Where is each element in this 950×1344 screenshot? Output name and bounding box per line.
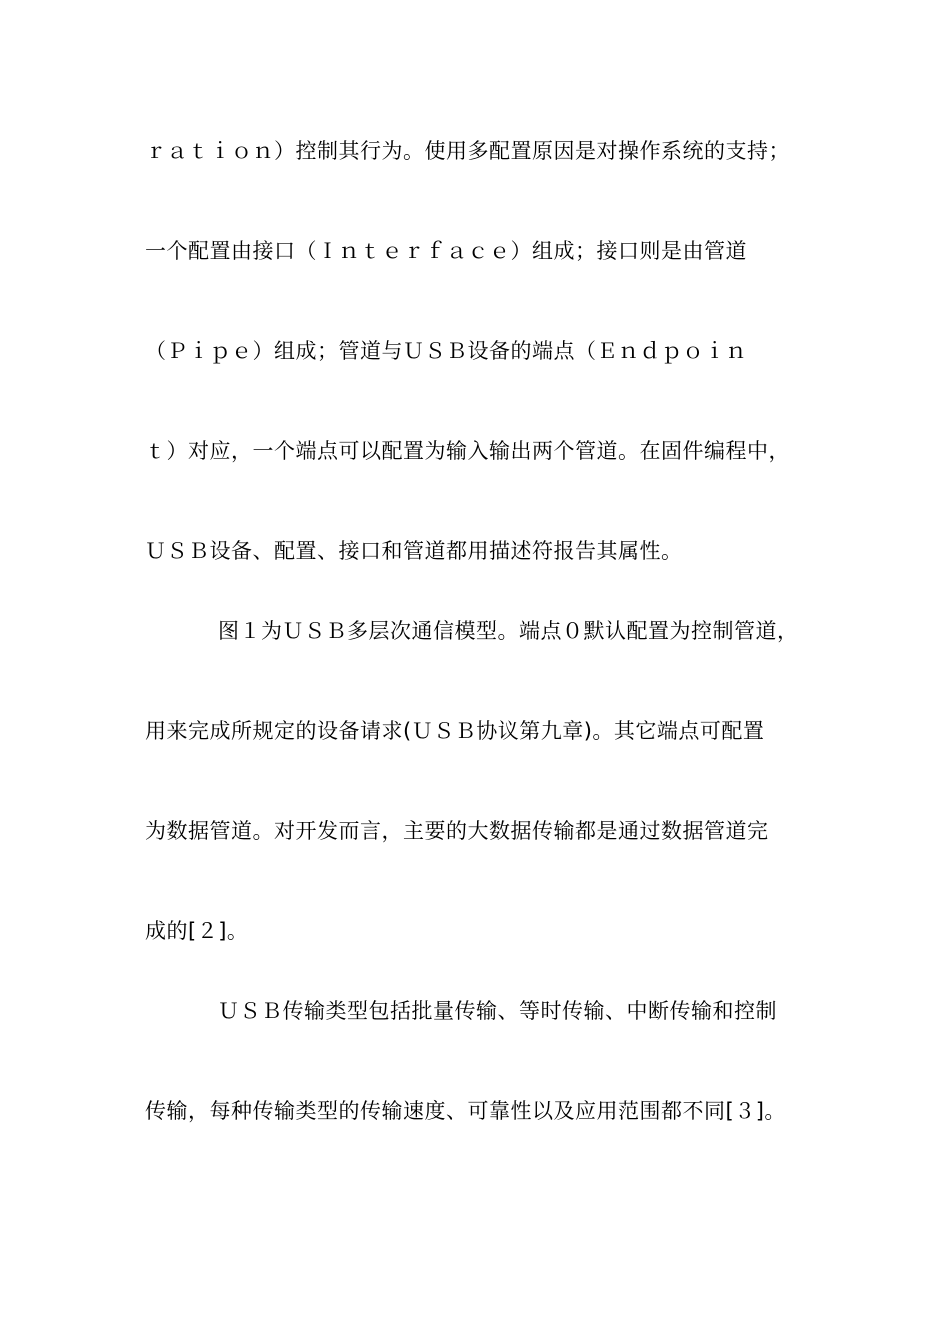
paragraph-2-first-line: 图１为ＵＳＢ多层次通信模型。端点０默认配置为控制管道， (218, 619, 799, 643)
text-line-4: ｔ）对应，一个端点可以配置为输入输出两个管道。在固件编程中， (145, 439, 790, 463)
text-line-7: 用来完成所规定的设备请求(ＵＳＢ协议第九章)。其它端点可配置 (145, 719, 765, 743)
text-line-1: ｒａｔｉｏｎ）控制其行为。使用多配置原因是对操作系统的支持； (145, 139, 790, 163)
text-line-2: 一个配置由接口（Ｉｎｔｅｒｆａｃｅ）组成；接口则是由管道 (145, 239, 747, 263)
paragraph-3-first-line: ＵＳＢ传输类型包括批量传输、等时传输、中断传输和控制 (218, 999, 777, 1023)
text-line-9: 成的[２]。 (145, 919, 249, 943)
text-line-3: （Ｐｉｐｅ）组成；管道与ＵＳＢ设备的端点（Ｅｎｄｐｏｉｎ (145, 339, 747, 363)
text-line-11: 传输，每种传输类型的传输速度、可靠性以及应用范围都不同[３]。 (145, 1099, 786, 1123)
text-line-5: ＵＳＢ设备、配置、接口和管道都用描述符报告其属性。 (145, 539, 683, 563)
text-line-8: 为数据管道。对开发而言，主要的大数据传输都是通过数据管道完 (145, 819, 769, 843)
